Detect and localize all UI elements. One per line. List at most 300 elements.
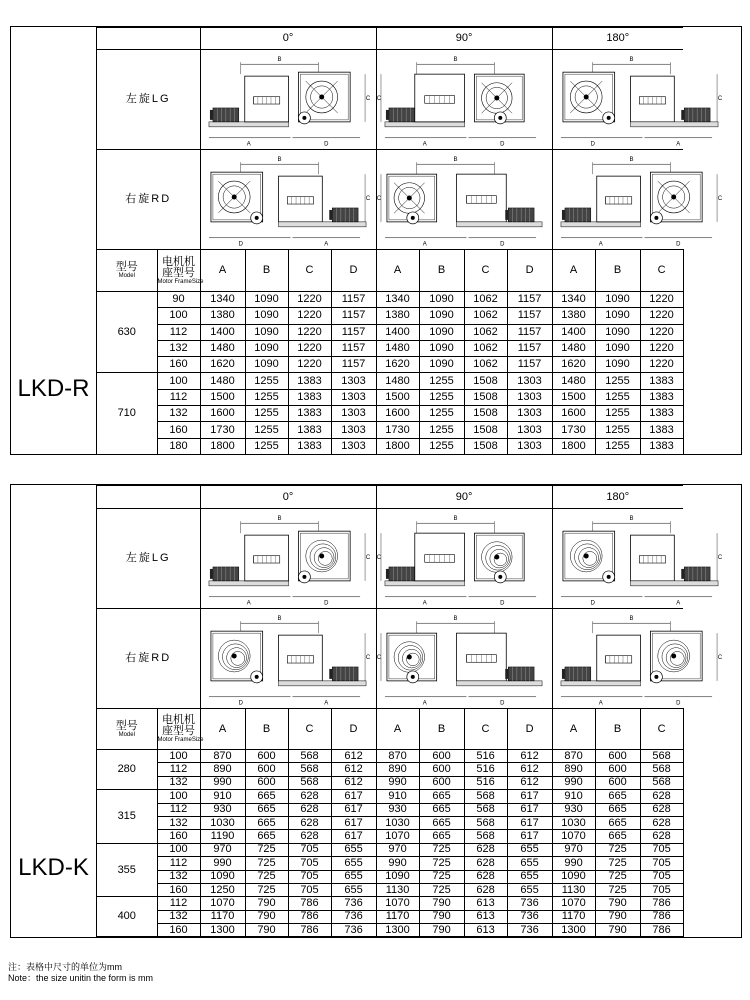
value-cell: 1090 — [245, 324, 288, 340]
table-row — [97, 389, 683, 405]
value-cell: 990 — [200, 857, 245, 870]
diagram-cell — [552, 50, 722, 150]
frame-size: 100 — [157, 843, 200, 856]
frame-header-cn: 电机机座型号 — [162, 714, 195, 737]
value-cell: 600 — [595, 776, 640, 789]
value-cell: 665 — [245, 803, 288, 816]
value-cell: 628 — [464, 883, 507, 896]
dim-a-letter: A — [422, 700, 427, 707]
column-header-b: B — [595, 709, 640, 750]
fan-diagram-right-2 — [553, 611, 727, 707]
dim-a-letter: A — [422, 600, 427, 607]
value-cell: 1480 — [200, 340, 245, 356]
value-cell: 665 — [595, 816, 640, 829]
value-cell: 1220 — [640, 340, 683, 356]
value-cell: 790 — [245, 897, 288, 910]
value-cell: 1170 — [376, 910, 419, 923]
value-cell: 790 — [419, 897, 464, 910]
value-cell: 1130 — [552, 883, 595, 896]
table-row — [97, 340, 683, 356]
value-cell: 725 — [595, 843, 640, 856]
frame-header-en: Motor FrameSize — [157, 278, 204, 285]
value-cell: 1157 — [331, 308, 376, 324]
value-cell: 725 — [595, 857, 640, 870]
value-cell: 1620 — [376, 357, 419, 373]
value-cell: 1255 — [245, 438, 288, 454]
dim-b-letter: B — [453, 56, 458, 63]
frame-size: 112 — [157, 897, 200, 910]
value-cell: 1480 — [552, 340, 595, 356]
value-cell: 1090 — [419, 357, 464, 373]
rotation-label-right: 右旋RD — [97, 609, 200, 709]
value-cell: 705 — [640, 870, 683, 883]
value-cell: 655 — [331, 883, 376, 896]
angle-header-1: 90° — [376, 486, 552, 509]
table-row — [97, 422, 683, 438]
section-name: LKD-R — [17, 374, 90, 402]
column-header-c: C — [640, 250, 683, 292]
value-cell: 1070 — [552, 897, 595, 910]
column-header-b: B — [419, 250, 464, 292]
value-cell: 1500 — [200, 389, 245, 405]
value-cell: 1090 — [200, 870, 245, 883]
dim-c-letter: C — [717, 195, 722, 202]
value-cell: 617 — [507, 816, 552, 829]
dim-a-letter: A — [246, 141, 251, 148]
frame-size: 132 — [157, 910, 200, 923]
table-row — [97, 776, 683, 789]
value-cell: 655 — [331, 857, 376, 870]
value-cell: 628 — [288, 790, 331, 803]
frame-size: 90 — [157, 292, 200, 308]
value-cell: 1255 — [245, 406, 288, 422]
value-cell: 870 — [200, 750, 245, 763]
value-cell: 1170 — [200, 910, 245, 923]
value-cell: 1157 — [507, 340, 552, 356]
value-cell: 970 — [200, 843, 245, 856]
value-cell: 1130 — [376, 883, 419, 896]
value-cell: 970 — [376, 843, 419, 856]
value-cell: 1090 — [552, 870, 595, 883]
value-cell: 1383 — [288, 422, 331, 438]
dimension-table — [97, 27, 722, 455]
value-cell: 1030 — [376, 816, 419, 829]
value-cell: 870 — [376, 750, 419, 763]
value-cell: 1303 — [331, 422, 376, 438]
value-cell: 910 — [200, 790, 245, 803]
value-cell: 1090 — [595, 357, 640, 373]
dim-d-letter: D — [238, 241, 243, 248]
value-cell: 1090 — [595, 324, 640, 340]
value-cell: 790 — [595, 897, 640, 910]
value-cell: 568 — [640, 750, 683, 763]
diagram-cell — [552, 509, 722, 609]
frame-size: 160 — [157, 830, 200, 843]
value-cell: 665 — [595, 803, 640, 816]
column-header-d: D — [331, 250, 376, 292]
model-number: 710 — [97, 373, 157, 454]
dim-b-letter: B — [629, 615, 634, 622]
value-cell: 1400 — [376, 324, 419, 340]
value-cell: 1070 — [376, 830, 419, 843]
value-cell: 725 — [419, 857, 464, 870]
dim-c-letter: C — [376, 195, 382, 202]
value-cell: 665 — [245, 830, 288, 843]
dim-d-letter: D — [590, 600, 595, 607]
value-cell: 1480 — [552, 373, 595, 389]
value-cell: 1620 — [200, 357, 245, 373]
corner-cell — [97, 28, 200, 50]
value-cell: 910 — [552, 790, 595, 803]
column-header-c: C — [640, 709, 683, 750]
dim-d-letter: D — [500, 141, 505, 148]
value-cell: 655 — [331, 843, 376, 856]
model-number: 355 — [97, 843, 157, 897]
value-cell: 1220 — [288, 308, 331, 324]
dim-c-letter: C — [365, 654, 371, 661]
value-cell: 617 — [507, 803, 552, 816]
frame-size: 160 — [157, 883, 200, 896]
dim-b-letter: B — [453, 515, 458, 522]
value-cell: 1600 — [376, 406, 419, 422]
dim-d-letter: D — [238, 700, 243, 707]
value-cell: 790 — [595, 924, 640, 937]
value-cell: 990 — [376, 857, 419, 870]
value-cell: 600 — [419, 776, 464, 789]
fan-diagram-left-2 — [553, 511, 727, 607]
value-cell: 1303 — [507, 438, 552, 454]
dim-a-letter: A — [598, 241, 603, 248]
dim-d-letter: D — [324, 141, 329, 148]
table-row — [97, 763, 683, 776]
angle-header-2: 180° — [552, 28, 683, 50]
value-cell: 1220 — [640, 292, 683, 308]
fan-diagram-right-0 — [201, 152, 375, 248]
table-row — [97, 373, 683, 389]
value-cell: 600 — [245, 763, 288, 776]
table-row — [97, 816, 683, 829]
value-cell: 1220 — [640, 308, 683, 324]
value-cell: 613 — [464, 924, 507, 937]
value-cell: 1220 — [640, 357, 683, 373]
value-cell: 613 — [464, 910, 507, 923]
value-cell: 1383 — [288, 438, 331, 454]
value-cell: 1070 — [376, 897, 419, 910]
model-number: 400 — [97, 897, 157, 937]
column-header-c: C — [288, 250, 331, 292]
value-cell: 1600 — [552, 406, 595, 422]
footnote — [8, 962, 153, 984]
dim-b-letter: B — [629, 56, 634, 63]
value-cell: 786 — [288, 897, 331, 910]
value-cell: 1255 — [245, 389, 288, 405]
value-cell: 705 — [640, 883, 683, 896]
value-cell: 705 — [288, 843, 331, 856]
value-cell: 1070 — [200, 897, 245, 910]
diagram-cell — [200, 50, 376, 150]
dim-c-letter: C — [717, 554, 722, 561]
section-label — [11, 485, 97, 937]
model-number: 630 — [97, 292, 157, 373]
value-cell: 568 — [288, 776, 331, 789]
frame-size: 100 — [157, 790, 200, 803]
value-cell: 1157 — [507, 357, 552, 373]
value-cell: 1070 — [552, 830, 595, 843]
column-header-a: A — [376, 709, 419, 750]
rotation-label-left: 左旋LG — [97, 50, 200, 150]
diagram-cell — [200, 509, 376, 609]
dim-b-letter: B — [629, 156, 634, 163]
value-cell: 890 — [552, 763, 595, 776]
frame-size: 132 — [157, 870, 200, 883]
value-cell: 1340 — [552, 292, 595, 308]
dim-b-letter: B — [453, 615, 458, 622]
value-cell: 1303 — [507, 373, 552, 389]
value-cell: 1220 — [288, 340, 331, 356]
value-cell: 786 — [640, 924, 683, 937]
value-cell: 1255 — [595, 422, 640, 438]
value-cell: 665 — [419, 830, 464, 843]
diagram-cell — [376, 609, 552, 709]
rotation-label-left: 左旋LG — [97, 509, 200, 609]
diagram-cell — [200, 609, 376, 709]
column-header-a: A — [376, 250, 419, 292]
value-cell: 786 — [640, 897, 683, 910]
column-header-d: D — [507, 709, 552, 750]
dim-d-letter: D — [590, 141, 595, 148]
frame-size: 180 — [157, 438, 200, 454]
value-cell: 617 — [331, 790, 376, 803]
value-cell: 790 — [419, 910, 464, 923]
value-cell: 705 — [640, 843, 683, 856]
table-row — [97, 438, 683, 454]
column-header-c: C — [464, 709, 507, 750]
value-cell: 1480 — [376, 373, 419, 389]
value-cell: 1157 — [331, 340, 376, 356]
dimension-table — [97, 485, 722, 937]
value-cell: 628 — [288, 803, 331, 816]
value-cell: 1157 — [507, 292, 552, 308]
table-row — [97, 357, 683, 373]
frame-size: 100 — [157, 750, 200, 763]
value-cell: 1255 — [595, 373, 640, 389]
value-cell: 736 — [507, 910, 552, 923]
value-cell: 628 — [640, 803, 683, 816]
fan-diagram-left-0 — [201, 52, 375, 148]
value-cell: 790 — [245, 924, 288, 937]
value-cell: 1062 — [464, 324, 507, 340]
model-header-en: Model — [118, 731, 135, 738]
value-cell: 970 — [552, 843, 595, 856]
dim-a-letter: A — [246, 600, 251, 607]
value-cell: 1255 — [245, 373, 288, 389]
value-cell: 665 — [245, 790, 288, 803]
angle-header-1: 90° — [376, 28, 552, 50]
dim-a-letter: A — [324, 241, 329, 248]
fan-diagram-left-1 — [377, 52, 551, 148]
frame-size: 160 — [157, 422, 200, 438]
table-row — [97, 843, 683, 856]
value-cell: 990 — [552, 857, 595, 870]
value-cell: 628 — [288, 816, 331, 829]
dim-d-letter: D — [324, 600, 329, 607]
value-cell: 600 — [245, 776, 288, 789]
column-header-b: B — [419, 709, 464, 750]
value-cell: 725 — [245, 883, 288, 896]
dim-d-letter: D — [675, 700, 680, 707]
value-cell: 705 — [640, 857, 683, 870]
value-cell: 870 — [552, 750, 595, 763]
value-cell: 990 — [200, 776, 245, 789]
frame-size: 112 — [157, 324, 200, 340]
value-cell: 665 — [245, 816, 288, 829]
value-cell: 1340 — [200, 292, 245, 308]
value-cell: 628 — [288, 830, 331, 843]
value-cell: 628 — [640, 816, 683, 829]
value-cell: 1303 — [507, 389, 552, 405]
fan-diagram-right-2 — [553, 152, 727, 248]
dim-d-letter: D — [500, 700, 505, 707]
value-cell: 736 — [331, 897, 376, 910]
value-cell: 655 — [507, 843, 552, 856]
column-header-d: D — [331, 709, 376, 750]
value-cell: 612 — [331, 776, 376, 789]
column-header-b: B — [245, 709, 288, 750]
value-cell: 1062 — [464, 292, 507, 308]
frame-size: 112 — [157, 803, 200, 816]
value-cell: 1157 — [331, 292, 376, 308]
section-lkd-r — [10, 26, 742, 455]
dim-a-letter: A — [422, 241, 427, 248]
value-cell: 790 — [419, 924, 464, 937]
value-cell: 1255 — [419, 389, 464, 405]
value-cell: 617 — [507, 790, 552, 803]
value-cell: 600 — [419, 750, 464, 763]
value-cell: 655 — [507, 870, 552, 883]
value-cell: 568 — [288, 763, 331, 776]
value-cell: 786 — [640, 910, 683, 923]
value-cell: 1090 — [419, 292, 464, 308]
value-cell: 1383 — [640, 438, 683, 454]
value-cell: 612 — [507, 776, 552, 789]
value-cell: 1480 — [200, 373, 245, 389]
frame-size: 112 — [157, 763, 200, 776]
fan-diagram-right-0 — [201, 611, 375, 707]
model-number: 280 — [97, 750, 157, 790]
value-cell: 705 — [288, 870, 331, 883]
value-cell: 1400 — [200, 324, 245, 340]
column-header-b: B — [595, 250, 640, 292]
footnote-cn: 注：表格中尺寸的单位为mm — [8, 962, 122, 972]
value-cell: 736 — [331, 924, 376, 937]
value-cell: 1383 — [640, 373, 683, 389]
value-cell: 600 — [419, 763, 464, 776]
dim-b-letter: B — [277, 156, 282, 163]
value-cell: 1303 — [507, 422, 552, 438]
value-cell: 617 — [507, 830, 552, 843]
value-cell: 1340 — [376, 292, 419, 308]
frame-size: 132 — [157, 406, 200, 422]
value-cell: 1255 — [245, 422, 288, 438]
frame-header — [157, 709, 204, 750]
value-cell: 1090 — [376, 870, 419, 883]
angle-header-0: 0° — [200, 28, 376, 50]
value-cell: 628 — [640, 790, 683, 803]
value-cell: 790 — [595, 910, 640, 923]
dim-c-letter: C — [365, 95, 371, 102]
model-header — [97, 709, 157, 750]
dim-d-letter: D — [675, 241, 680, 248]
value-cell: 1383 — [288, 406, 331, 422]
angle-header-0: 0° — [200, 486, 376, 509]
dim-b-letter: B — [277, 515, 282, 522]
value-cell: 1030 — [552, 816, 595, 829]
dim-c-letter: C — [365, 195, 371, 202]
value-cell: 600 — [595, 750, 640, 763]
value-cell: 1730 — [200, 422, 245, 438]
value-cell: 1090 — [595, 340, 640, 356]
corner-cell — [97, 486, 200, 509]
value-cell: 1300 — [552, 924, 595, 937]
diagram-cell — [376, 150, 552, 250]
section-name: LKD-K — [18, 854, 89, 882]
frame-size: 100 — [157, 308, 200, 324]
column-header-b: B — [245, 250, 288, 292]
value-cell: 1500 — [552, 389, 595, 405]
table-row — [97, 406, 683, 422]
value-cell: 568 — [640, 763, 683, 776]
frame-size: 132 — [157, 340, 200, 356]
table-row — [97, 308, 683, 324]
value-cell: 600 — [245, 750, 288, 763]
diagram-cell — [376, 509, 552, 609]
value-cell: 1508 — [464, 422, 507, 438]
section-label — [11, 27, 97, 454]
value-cell: 1800 — [552, 438, 595, 454]
table-row — [97, 803, 683, 816]
value-cell: 568 — [464, 830, 507, 843]
value-cell: 600 — [595, 763, 640, 776]
frame-header — [157, 250, 204, 292]
value-cell: 1090 — [595, 292, 640, 308]
diagram-cell — [552, 609, 722, 709]
value-cell: 1255 — [419, 422, 464, 438]
value-cell: 705 — [288, 857, 331, 870]
table-row — [97, 750, 683, 763]
table-row — [97, 883, 683, 896]
value-cell: 1190 — [200, 830, 245, 843]
value-cell: 655 — [331, 870, 376, 883]
value-cell: 617 — [331, 803, 376, 816]
value-cell: 1255 — [595, 438, 640, 454]
value-cell: 930 — [200, 803, 245, 816]
table-row — [97, 292, 683, 308]
value-cell: 612 — [331, 750, 376, 763]
value-cell: 628 — [464, 857, 507, 870]
fan-diagram-left-0 — [201, 511, 375, 607]
value-cell: 1800 — [200, 438, 245, 454]
value-cell: 1157 — [507, 324, 552, 340]
value-cell: 1730 — [376, 422, 419, 438]
dim-d-letter: D — [500, 241, 505, 248]
column-header-a: A — [552, 709, 595, 750]
value-cell: 910 — [376, 790, 419, 803]
value-cell: 1220 — [288, 324, 331, 340]
dim-a-letter: A — [324, 700, 329, 707]
column-header-a: A — [200, 250, 245, 292]
value-cell: 1303 — [331, 373, 376, 389]
value-cell: 786 — [288, 924, 331, 937]
